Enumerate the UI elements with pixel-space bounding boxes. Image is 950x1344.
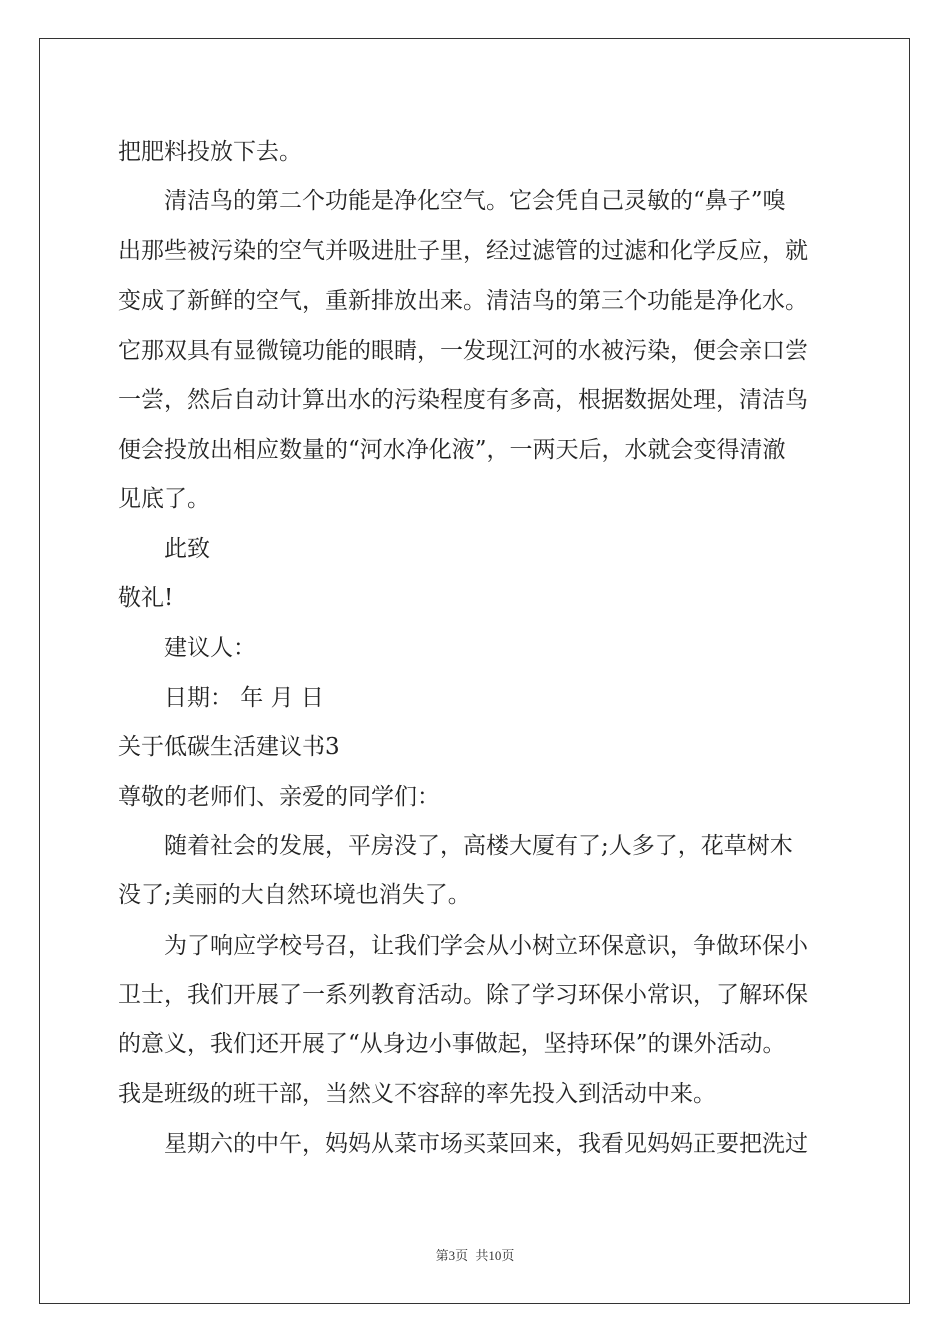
page-frame: [39, 38, 910, 1304]
text-line: 出那些被污染的空气并吸进肚子里，经过滤管的过滤和化学反应，就: [118, 238, 808, 264]
section-title: 关于低碳生活建议书3: [118, 734, 340, 760]
text-line: 把肥料投放下去。: [118, 139, 302, 165]
salutation-line: 敬礼!: [118, 585, 174, 611]
text-line: 我是班级的班干部，当然义不容辞的率先投入到活动中来。: [118, 1081, 716, 1107]
date-line: 日期： 年 月 日: [164, 685, 324, 711]
text-line: 见底了。: [118, 486, 210, 512]
text-line: 为了响应学校号召，让我们学会从小树立环保意识，争做环保小: [164, 933, 808, 959]
text-line: 它那双具有显微镜功能的眼睛，一发现江河的水被污染，便会亲口尝: [118, 338, 808, 364]
text-line: 星期六的中午，妈妈从菜市场买菜回来，我看见妈妈正要把洗过: [164, 1131, 808, 1157]
signer-line: 建议人：: [164, 635, 256, 661]
text-line: 随着社会的发展，平房没了，高楼大厦有了;人多了，花草树木: [164, 833, 793, 859]
page-footer: [0, 1248, 950, 1264]
page-number: 第3页: [435, 1248, 469, 1263]
text-line: 卫士，我们开展了一系列教育活动。除了学习环保小常识，了解环保: [118, 982, 808, 1008]
text-line: 的意义，我们还开展了“从身边小事做起，坚持环保”的课外活动。: [118, 1031, 786, 1057]
text-line: 清洁鸟的第二个功能是净化空气。它会凭自己灵敏的“鼻子”嗅: [164, 188, 786, 214]
text-line: 便会投放出相应数量的“河水净化液”，一两天后，水就会变得清澈: [118, 437, 786, 463]
text-line: 没了;美丽的大自然环境也消失了。: [118, 882, 471, 908]
greeting-line: 尊敬的老师们、亲爱的同学们：: [118, 784, 440, 810]
closing-line: 此致: [164, 536, 210, 562]
text-line: 变成了新鲜的空气，重新排放出来。清洁鸟的第三个功能是净化水。: [118, 288, 808, 314]
page-total: 共10页: [475, 1248, 515, 1263]
text-line: 一尝，然后自动计算出水的污染程度有多高，根据数据处理，清洁鸟: [118, 387, 808, 413]
